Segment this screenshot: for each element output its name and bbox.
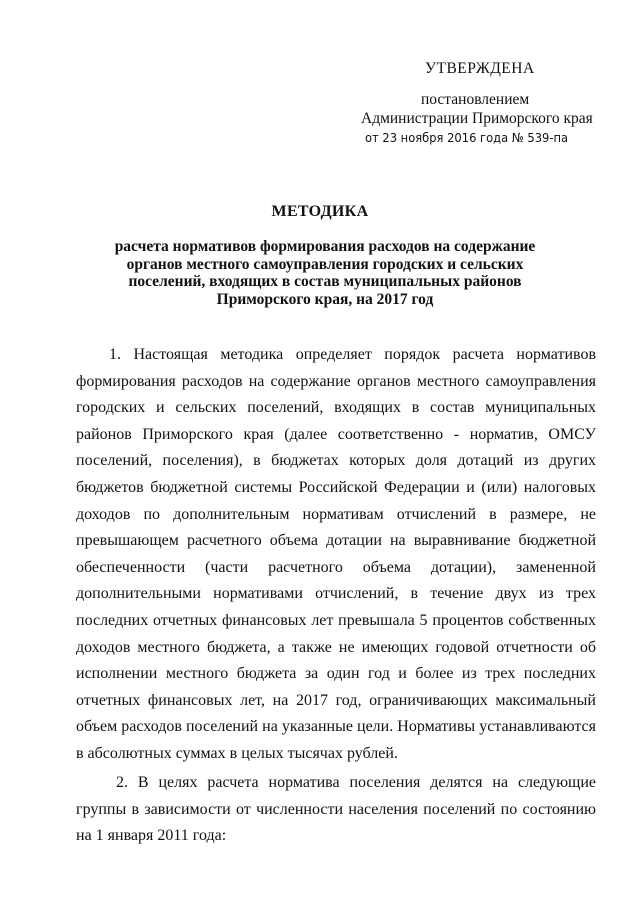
subtitle-line: поселений, входящих в состав муниципальных районов xyxy=(128,273,522,290)
approval-title: УТВЕРЖДЕНА xyxy=(425,60,535,77)
document-subtitle xyxy=(60,238,590,308)
document-title: МЕТОДИКА xyxy=(271,203,369,220)
approval-resolution-label: постановлением xyxy=(421,91,530,108)
approval-date-number: от 23 ноября 2016 года № 539-па xyxy=(365,130,569,145)
subtitle-line: расчета нормативов формирования расходов на содержание xyxy=(114,238,536,255)
subtitle-line: органов местного самоуправления городских и сельских xyxy=(126,255,524,273)
paragraph-1: 1. Настоящая методика определяет порядок расчета нормативов формирования расходов на содержание органов местного самоуправления городских и сельских поселений, входящих в состав муниципальных районов Приморского края (далее соответственно - норматив, ОМСУ поселений, поселения), в бюджетах которых доля дотаций из других бюджетов бюджетной системы Российской Федерации и (или) налоговых доходов по дополнительным нормативам отчислений в размере, не превышающем расчетного объема дотации на выравнивание бюджетной обеспеченности (части расчетного объема дотации), замененной дополнительными нормативами отчислений, в течение двух из трех последних отчетных финансовых лет превышала 5 процентов собственных доходов местного бюджета, а также не имеющих годовой отчетности об исполнении местного бюджета за один год и более из трех последних отчетных финансовых лет, на 2017 год, ограничивающих максимальный объем расходов поселений на указанные цели. Нормативы устанавливаются в абсолютных суммах в целых тысячах рублей. xyxy=(76,346,596,762)
subtitle-line: Приморского края, на 2017 год xyxy=(216,290,434,308)
approval-authority: Администрации Приморского края xyxy=(361,110,593,127)
paragraph-2: 2. В целях расчета норматива поселения делятся на следующие группы в зависимости от численности населения поселений по состоянию на 1 января 2011 года: xyxy=(76,774,596,845)
